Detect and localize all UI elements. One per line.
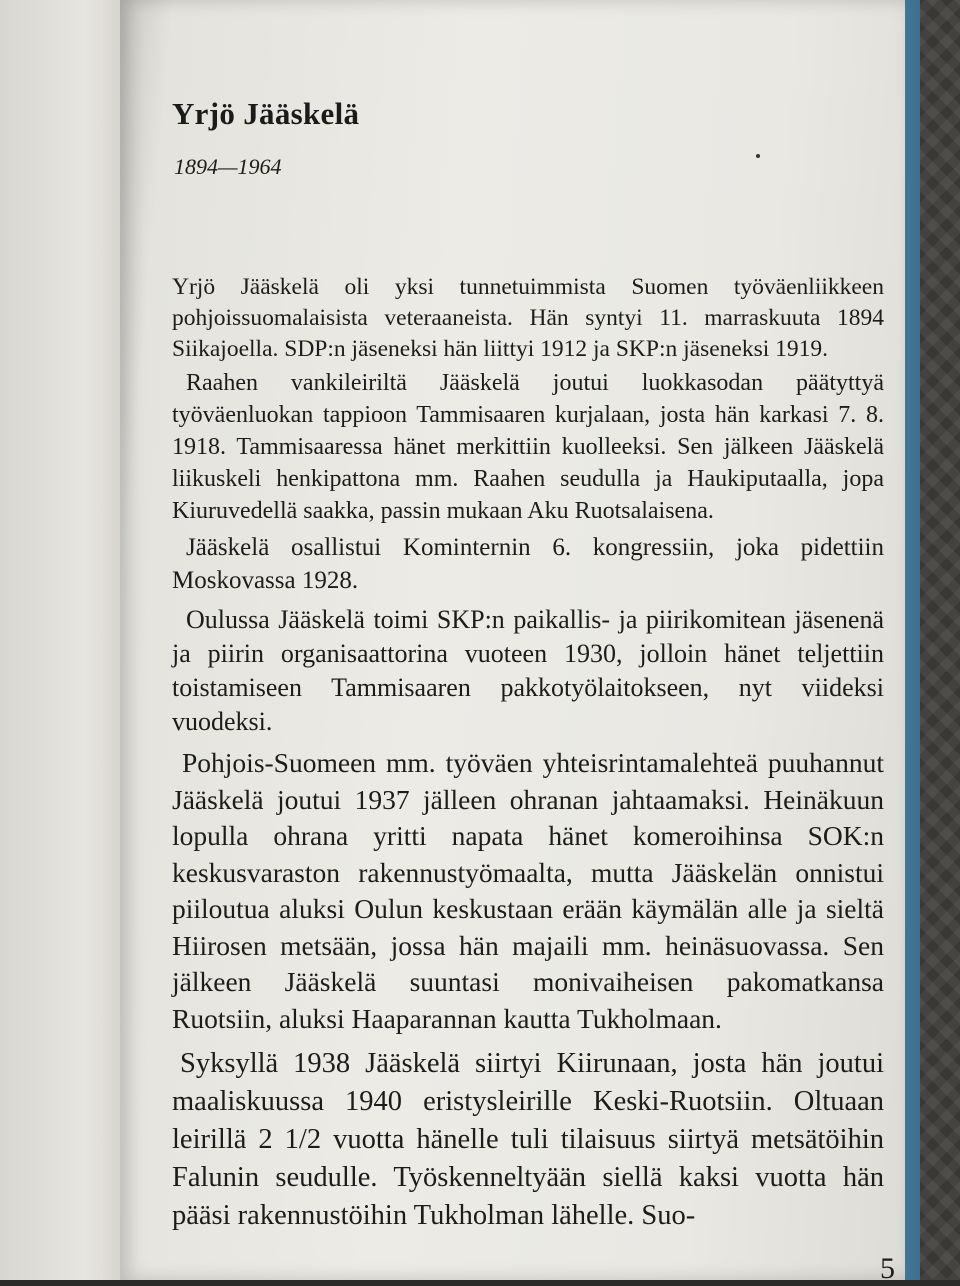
paragraph: Oulussa Jääskelä toimi SKP:n paikallis- ja piirikomitean jäsenenä ja piirin organisaattorina vuoteen 1930, jolloin hänet teljettiin toistamiseen Tammisaaren pakkotyölaitokseen, nyt viideksi vuodeksi. bbox=[172, 605, 884, 736]
paragraph: Jääskelä osallistui Kominternin 6. kongressiin, joka pidettiin Moskovassa 1928. bbox=[172, 534, 884, 594]
paragraph: Syksyllä 1938 Jääskelä siirtyi Kiirunaan, josta hän joutui maaliskuussa 1940 eristysleirille Keski-Ruotsiin. Oltuaan leirillä 2 1/2 vuotta hänelle tuli tilaisuus siirtyä metsätöihin Falunin seudulle. Työskenneltyään siellä kaksi vuotta hän pääsi rakennustöihin Tukholman lähelle. Suo- bbox=[172, 1048, 884, 1231]
life-years: 1894—1964 bbox=[174, 154, 282, 179]
page-title: Yrjö Jääskelä bbox=[172, 96, 360, 131]
facing-page bbox=[0, 0, 140, 1280]
page-content bbox=[172, 96, 884, 1235]
page-number: 5 bbox=[880, 1252, 895, 1285]
book-page bbox=[120, 0, 905, 1285]
paragraph: Yrjö Jääskelä oli yksi tunnetuimmista Suomen työväenliikkeen pohjoissuomalaisista veteraaneista. Hän syntyi 11. marraskuuta 1894 Siikajoella. SDP:n jäseneksi hän liittyi 1912 ja SKP:n jäseneksi 1919. bbox=[172, 274, 884, 362]
paragraph: Pohjois-Suomeen mm. työväen yhteisrintamalehteä puuhannut Jääskelä joutui 1937 jälleen ohranan jahtaamaksi. Heinäkuun lopulla ohrana yritti napata hänet komeroihinsa SOK:n keskusvaraston rakennustyömaalta, mutta Jääskelän onnistui piiloutua aluksi Oulun keskustaan erään käymälän alle ja sieltä Hiirosen metsään, jossa hän majaili mm. heinäsuovassa. Sen jälkeen Jääskelä suuntasi monivaiheisen pakomatkansa Ruotsiin, aluksi Haaparannan kautta Tukholmaan. bbox=[172, 747, 884, 1034]
paragraph: Raahen vankileiriltä Jääskelä joutui luokkasodan päätyttyä työväenluokan tappioon Tammisaaren kurjalaan, josta hän karkasi 7. 8. 1918. Tammisaaressa hänet merkittiin kuolleeksi. Sen jälkeen Jääskelä liikuskeli henkipattona mm. Raahen seudulla ja Haukiputaalla, jopa Kiuruvedellä saakka, passin mukaan Aku Ruotsalaisena. bbox=[172, 370, 884, 524]
biography-text bbox=[172, 272, 884, 1235]
